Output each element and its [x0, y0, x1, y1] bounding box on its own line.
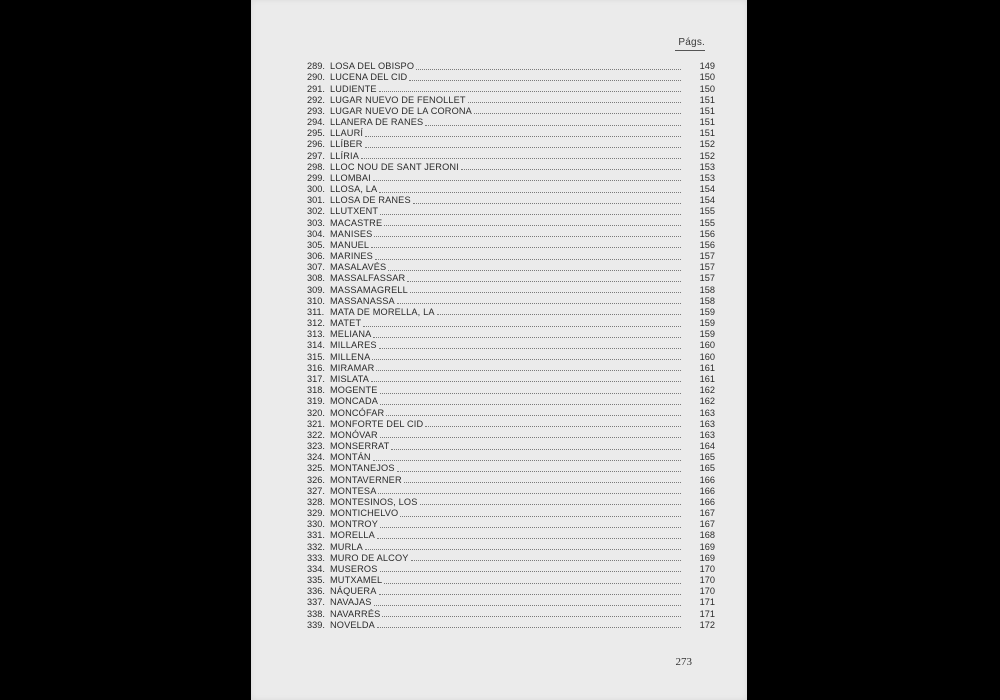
toc-entry: [307, 541, 715, 552]
toc-entry: [307, 173, 715, 184]
entry-page-number: 150: [699, 72, 715, 83]
dot-leader: [461, 169, 681, 170]
entry-number: 322.: [307, 429, 325, 440]
toc-entry: [307, 452, 715, 463]
dot-leader: [388, 270, 681, 271]
dot-leader: [468, 102, 681, 103]
entry-number: 326.: [307, 474, 325, 485]
entry-page-number: 151: [699, 94, 715, 105]
entry-page-number: 161: [699, 373, 715, 384]
entry-page-number: 151: [699, 105, 715, 116]
dot-leader: [437, 314, 681, 315]
entry-title: MATA DE MORELLA, LA: [330, 306, 435, 317]
entry-title: MONTICHELVO: [330, 508, 399, 519]
entry-page-number: 153: [699, 161, 715, 172]
entry-title: MISLATA: [330, 373, 369, 384]
entry-number: 302.: [307, 206, 325, 217]
entry-page-number: 157: [699, 262, 715, 273]
dot-leader: [425, 426, 681, 427]
toc-entry: [307, 184, 715, 195]
toc-entry: [307, 139, 715, 150]
dot-leader: [409, 80, 681, 81]
entry-number: 323.: [307, 441, 325, 452]
entry-number: 315.: [307, 351, 325, 362]
dot-leader: [379, 348, 681, 349]
entry-page-number: 172: [699, 619, 715, 630]
toc-entry: [307, 206, 715, 217]
toc-entry: [307, 318, 715, 329]
entry-title: LLOMBAI: [330, 172, 371, 183]
toc-entry: [307, 240, 715, 251]
entry-page-number: 163: [699, 407, 715, 418]
dot-leader: [377, 538, 681, 539]
entry-number: 318.: [307, 385, 325, 396]
entry-title: MURO DE ALCOY: [330, 552, 409, 563]
dot-leader: [373, 337, 681, 338]
dot-leader: [384, 583, 681, 584]
entry-number: 307.: [307, 262, 325, 273]
entry-title: MASSALFASSAR: [330, 273, 406, 284]
entry-number: 289.: [307, 61, 325, 72]
entry-number: 306.: [307, 251, 325, 262]
dot-leader: [379, 192, 681, 193]
dot-leader: [379, 594, 682, 595]
entry-title: LUDIENTE: [330, 83, 377, 94]
entry-title: MATET: [330, 318, 362, 329]
toc-entry: [307, 296, 715, 307]
entry-number: 299.: [307, 172, 325, 183]
entry-page-number: 159: [699, 329, 715, 340]
entry-title: MORELLA: [330, 530, 375, 541]
toc-entry: [307, 597, 715, 608]
dot-leader: [386, 415, 681, 416]
entry-number: 295.: [307, 128, 325, 139]
entry-number: 292.: [307, 94, 325, 105]
entry-page-number: 155: [699, 206, 715, 217]
entry-title: NÁQUERA: [330, 586, 377, 597]
entry-title: MONÓVAR: [330, 429, 378, 440]
entry-page-number: 170: [699, 563, 715, 574]
entry-page-number: 164: [699, 441, 715, 452]
dot-leader: [371, 247, 681, 248]
entry-number: 320.: [307, 407, 325, 418]
page-number: 273: [675, 656, 692, 668]
entry-number: 327.: [307, 485, 325, 496]
toc-entry: [307, 620, 715, 631]
pages-column-header: Págs.: [678, 37, 705, 48]
entry-page-number: 158: [699, 284, 715, 295]
entry-page-number: 163: [699, 418, 715, 429]
entry-page-number: 169: [699, 541, 715, 552]
entry-title: LLÍRIA: [330, 150, 359, 161]
dot-leader: [410, 292, 681, 293]
toc-entry: [307, 363, 715, 374]
entry-title: MONCADA: [330, 396, 379, 407]
entry-number: 333.: [307, 552, 325, 563]
entry-number: 317.: [307, 373, 325, 384]
entry-number: 332.: [307, 541, 325, 552]
dot-leader: [375, 259, 681, 260]
entry-page-number: 166: [699, 496, 715, 507]
entry-page-number: 151: [699, 128, 715, 139]
dot-leader: [391, 449, 681, 450]
entry-number: 330.: [307, 519, 325, 530]
entry-number: 321.: [307, 418, 325, 429]
toc-entry: [307, 284, 715, 295]
entry-page-number: 154: [699, 195, 715, 206]
entry-page-number: 167: [699, 519, 715, 530]
entry-number: 319.: [307, 396, 325, 407]
entry-number: 297.: [307, 150, 325, 161]
entry-page-number: 167: [699, 508, 715, 519]
dot-leader: [425, 125, 681, 126]
dot-leader: [372, 359, 681, 360]
entry-number: 308.: [307, 273, 325, 284]
entry-number: 334.: [307, 563, 325, 574]
toc-entry: [307, 530, 715, 541]
toc-entry: [307, 217, 715, 228]
entry-number: 338.: [307, 608, 325, 619]
entry-page-number: 155: [699, 217, 715, 228]
toc-entry: [307, 385, 715, 396]
entry-title: MANUEL: [330, 239, 370, 250]
toc-entry: [307, 396, 715, 407]
entry-page-number: 169: [699, 552, 715, 563]
entry-page-number: 165: [699, 452, 715, 463]
entry-title: LLANERA DE RANES: [330, 117, 424, 128]
entry-page-number: 152: [699, 139, 715, 150]
entry-number: 296.: [307, 139, 325, 150]
toc-entry: [307, 61, 715, 72]
entry-title: NAVAJAS: [330, 597, 372, 608]
entry-page-number: 154: [699, 184, 715, 195]
entry-number: 312.: [307, 318, 325, 329]
entry-title: LLOSA DE RANES: [330, 195, 411, 206]
dot-leader: [365, 136, 681, 137]
entry-page-number: 166: [699, 474, 715, 485]
dot-leader: [380, 437, 681, 438]
toc-entry: [307, 441, 715, 452]
entry-number: 337.: [307, 597, 325, 608]
entry-number: 291.: [307, 83, 325, 94]
entry-title: MOGENTE: [330, 385, 378, 396]
entry-page-number: 159: [699, 306, 715, 317]
dot-leader: [376, 370, 681, 371]
entry-title: LUCENA DEL CID: [330, 72, 408, 83]
entry-page-number: 171: [699, 608, 715, 619]
entry-title: LUGAR NUEVO DE LA CORONA: [330, 105, 472, 116]
entry-page-number: 171: [699, 597, 715, 608]
dot-leader: [382, 616, 681, 617]
dot-leader: [407, 281, 681, 282]
entry-title: MELIANA: [330, 329, 372, 340]
entry-page-number: 152: [699, 150, 715, 161]
toc-entry: [307, 553, 715, 564]
entry-title: MIRAMAR: [330, 362, 375, 373]
toc-entry: [307, 106, 715, 117]
toc-entry: [307, 575, 715, 586]
entry-number: 336.: [307, 586, 325, 597]
entry-title: LLÍBER: [330, 139, 363, 150]
dot-leader: [397, 303, 681, 304]
dot-leader: [373, 180, 681, 181]
entry-number: 294.: [307, 117, 325, 128]
toc-entry: [307, 162, 715, 173]
entry-title: LOSA DEL OBISPO: [330, 61, 415, 72]
entry-number: 303.: [307, 217, 325, 228]
toc-entry: [307, 72, 715, 83]
dot-leader: [380, 527, 681, 528]
toc-entry: [307, 486, 715, 497]
entry-number: 298.: [307, 161, 325, 172]
entry-title: MONTAVERNER: [330, 474, 402, 485]
dot-leader: [365, 549, 681, 550]
header-underline: [675, 50, 705, 51]
dot-leader: [416, 69, 681, 70]
toc-entry: [307, 497, 715, 508]
toc-entry: [307, 419, 715, 430]
entry-page-number: 157: [699, 273, 715, 284]
entry-title: MURLA: [330, 541, 363, 552]
dot-leader: [474, 113, 681, 114]
entry-title: MONCÓFAR: [330, 407, 385, 418]
dot-leader: [397, 471, 681, 472]
toc-entry: [307, 374, 715, 385]
toc-entry: [307, 407, 715, 418]
entry-title: MASSANASSA: [330, 295, 395, 306]
entry-page-number: 160: [699, 340, 715, 351]
toc-entry: [307, 128, 715, 139]
entry-title: MILLENA: [330, 351, 371, 362]
entry-page-number: 156: [699, 239, 715, 250]
entry-number: 339.: [307, 619, 325, 630]
toc-entry: [307, 117, 715, 128]
toc-entry: [307, 195, 715, 206]
entry-title: MACASTRE: [330, 217, 383, 228]
entry-page-number: 149: [699, 61, 715, 72]
entry-page-number: 151: [699, 117, 715, 128]
entry-title: MONFORTE DEL CID: [330, 418, 424, 429]
entry-number: 301.: [307, 195, 325, 206]
toc-entry: [307, 229, 715, 240]
entry-title: MONTÁN: [330, 452, 371, 463]
entry-title: MASALAVÉS: [330, 262, 387, 273]
entry-page-number: 163: [699, 429, 715, 440]
entry-number: 305.: [307, 239, 325, 250]
entry-page-number: 168: [699, 530, 715, 541]
dot-leader: [374, 605, 681, 606]
entry-title: MONTESA: [330, 485, 377, 496]
dot-leader: [373, 460, 681, 461]
entry-number: 310.: [307, 295, 325, 306]
entry-title: LLUTXENT: [330, 206, 379, 217]
entry-title: NAVARRÉS: [330, 608, 381, 619]
entry-page-number: 170: [699, 575, 715, 586]
toc-entry: [307, 150, 715, 161]
entry-title: MASSAMAGRELL: [330, 284, 408, 295]
entry-page-number: 162: [699, 385, 715, 396]
entry-title: NOVELDA: [330, 619, 375, 630]
toc-entry: [307, 519, 715, 530]
toc-entry: [307, 273, 715, 284]
toc-entry: [307, 430, 715, 441]
entry-title: MARINES: [330, 251, 373, 262]
dot-leader: [411, 560, 681, 561]
dot-leader: [378, 493, 681, 494]
toc-entry: [307, 608, 715, 619]
dot-leader: [380, 214, 681, 215]
toc-entry: [307, 262, 715, 273]
dot-leader: [363, 326, 681, 327]
toc-entry: [307, 95, 715, 106]
toc-entry: [307, 564, 715, 575]
entry-title: LLAURÍ: [330, 128, 364, 139]
entry-number: 325.: [307, 463, 325, 474]
toc-entry: [307, 508, 715, 519]
dot-leader: [420, 504, 681, 505]
entry-title: MUSEROS: [330, 563, 378, 574]
toc-entry: [307, 340, 715, 351]
dot-leader: [380, 393, 682, 394]
entry-page-number: 162: [699, 396, 715, 407]
dot-leader: [374, 236, 681, 237]
entry-page-number: 153: [699, 172, 715, 183]
entry-number: 309.: [307, 284, 325, 295]
entry-page-number: 161: [699, 362, 715, 373]
entry-page-number: 158: [699, 295, 715, 306]
entry-page-number: 156: [699, 228, 715, 239]
entry-page-number: 165: [699, 463, 715, 474]
entry-title: LUGAR NUEVO DE FENOLLET: [330, 94, 466, 105]
entry-number: 316.: [307, 362, 325, 373]
toc-entry: [307, 83, 715, 94]
toc-entry: [307, 463, 715, 474]
toc-entry: [307, 351, 715, 362]
toc-entry: [307, 586, 715, 597]
entry-title: MANISES: [330, 228, 373, 239]
entry-title: LLOC NOU DE SANT JERONI: [330, 161, 459, 172]
toc-entry: [307, 474, 715, 485]
entry-title: MONTANEJOS: [330, 463, 395, 474]
entry-number: 324.: [307, 452, 325, 463]
entry-number: 311.: [307, 306, 325, 317]
entry-number: 304.: [307, 228, 325, 239]
entry-number: 313.: [307, 329, 325, 340]
dot-leader: [413, 203, 681, 204]
book-page: [251, 0, 747, 700]
entry-number: 300.: [307, 184, 325, 195]
toc-entry: [307, 329, 715, 340]
entry-number: 335.: [307, 575, 325, 586]
toc-entry: [307, 251, 715, 262]
dot-leader: [379, 91, 681, 92]
dot-leader: [404, 482, 681, 483]
entry-title: MONTESINOS, LOS: [330, 496, 418, 507]
entry-title: MONTROY: [330, 519, 379, 530]
entry-number: 328.: [307, 496, 325, 507]
entry-number: 293.: [307, 105, 325, 116]
entry-number: 331.: [307, 530, 325, 541]
entry-title: MUTXAMEL: [330, 575, 383, 586]
entry-number: 329.: [307, 508, 325, 519]
dot-leader: [361, 158, 681, 159]
entry-page-number: 150: [699, 83, 715, 94]
dot-leader: [380, 404, 681, 405]
dot-leader: [400, 516, 681, 517]
entry-title: MILLARES: [330, 340, 377, 351]
table-of-contents: [307, 61, 715, 631]
dot-leader: [384, 225, 681, 226]
entry-number: 314.: [307, 340, 325, 351]
dot-leader: [371, 381, 681, 382]
entry-number: 290.: [307, 72, 325, 83]
toc-entry: [307, 307, 715, 318]
dot-leader: [365, 147, 681, 148]
entry-page-number: 159: [699, 318, 715, 329]
entry-page-number: 166: [699, 485, 715, 496]
entry-title: MONSERRAT: [330, 441, 390, 452]
entry-title: LLOSA, LA: [330, 184, 378, 195]
entry-page-number: 157: [699, 251, 715, 262]
dot-leader: [377, 627, 681, 628]
dot-leader: [380, 571, 681, 572]
entry-page-number: 170: [699, 586, 715, 597]
entry-page-number: 160: [699, 351, 715, 362]
